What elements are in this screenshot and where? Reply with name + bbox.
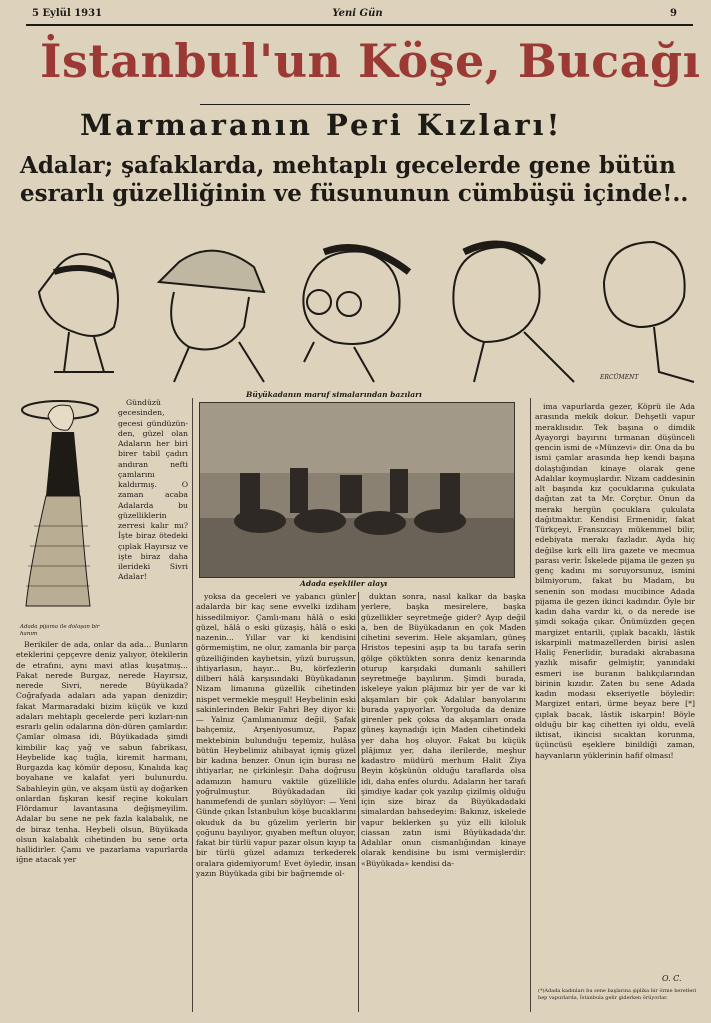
column-divider bbox=[192, 398, 193, 1012]
article-paragraph: yoksa da geceleri ve yabancı günler adalarda bir kaç sene evvelki izdiham hissedilmiyor. Çamlı-manı hâlâ o eski güzel, hâlâ o eski güzaşiş, hâlâ o eski nazenin... Yıllar var ki kendisini görmemiştim, ne olur, zamanla bir parça güzelliğinden kaybetsin, yüzü buruşsun, ihtiyarlasın, hayır... Bu, körfezlerin dilberi hâlâ karşısındaki Büyükadanın Nizam limanına güzellik cihetinden nispet vermekle meşgul! Heybelinin eski sakinlerinden Bekir Fahri Bey diyor ki: — Yalnız Çamlımanımız değil, Şafak bahçemiz, Arşeniyosumuz, Papaz mektebinin bulunduğu tepemiz, hulâsa bütün Heybelimiz ahibayat içmiş güzel bir kadına benzer. Onun için burası ne ihtiyarlar, ne çirkinleşir. Daha doğrusu adamızın hamuru vaktile güzellikle yoğrulmuştur. Büyükadadan iki hanımefendi de şunları söylüyor: — Yeni Günde çıkan İstanbulun köşe bucaklarını okuduk da bu güzelim yerlerin bir çoğunu bayılıyor, gıyaben meftun oluyor, fakat bir türlü vapur pazar olsun kıyıp ta bir türlü güzel adamızı terkederek oralara gidemiyorum! Evet öyledir, insan yazın Büyükada gibi bir bağrıemde ol- bbox=[196, 592, 356, 878]
caricatures-illustration bbox=[14, 232, 700, 390]
woman-illustration bbox=[18, 396, 114, 620]
footnote: (*)Adada kadınları bu sene başlarına şiplika bir örme beretleri hep vapurlarda, İstanbula gelir giderken örüyorlar. bbox=[538, 988, 697, 1001]
article-paragraph: Gündüzü gecesinden, gecesi gündüzün-den, güzel olan Adaların her biri birer tabil çadırı andıran nefti çamlarını kaldırmış. O zaman acaba Adalarda bu güzelliklerin zerresi kalır mı? İşte biraz ötedeki çıplak Hayırsız ve işte biraz daha ilerideki Sivri Adalar! bbox=[118, 398, 188, 582]
deck-headline: Adalar; şafaklarda, mehtaplı gecelerde gene bütün esrarlı güzelliğinin ve füsununun cümbüşü içinde!.. bbox=[20, 152, 689, 207]
main-headline: İstanbul'un Köşe, Bucağı bbox=[40, 34, 701, 88]
header-date: 5 Eylül 1931 bbox=[32, 8, 103, 19]
article-paragraph: Berikiler de ada, onlar da ada... Bunların eteklerini çepçevre deniz yalıyor, ötekilerin de etrafını, aynı mavi atlas kuşatmış... Fakat nerede Burgaz, nerede Hayırsız, nerede Sivri, nerede Büyükada? Coğrafyada adaları ada yapan denizdir; fakat Marmaradaki bizim küçük ve kızıl adaları mehtaplı gecelerde peri kızları-nın esrarlı gelin odalarına dön-düren çamlardır. Çamlar olmasa idi, Büyükadada şimdi kimbilir kaç yağ ve sabun fabrikası, Heybelide kaç tuğla, kiremit harmanı, Burgazda kaç kömür deposu, Kınalıda kaç boyahane ve kalafat yeri bulunurdu. Sabahleyin gün, ve akşam üstü ay doğarken onlardan fışkıran kesif reçine kokuları Flördamur lavantasına değişmeyilim. Adalar bu sene ne pek fazla kalabalık, ne de biraz tenha. Heybeli olsun, Büyükada olsun kalabalık cihetinden bu sene orta hallidirler. Çamı ve pazarlama vapurlarda iğne atacak yer bbox=[16, 640, 188, 865]
header-page-number: 9 bbox=[670, 8, 677, 19]
article-column-4 bbox=[535, 402, 695, 976]
article-paragraph: ima vapurlarda gezer, Köprü ile Ada arasında mekik dokur. Dehşetli vapur meraklısıdır. Tek başına o dimdik Ayayorgi bayırını tırmanan düşünceli gencin ismi de «Münzevi» dir. Ona da bu ismi çamlar arasında hep kendi başına dolaştığından kinaye olarak gene Adalılar koymuşlardır. Nizam caddesinin alt başında kız çocuklarına çukulata dağıtan zat ta Mr. Corçtur. Onun da merakı hergün çocuklara çukulata dağıtmaktır. Kendisi Ermenidir, fakat Türkçeyi, Fransızcayı mükemmel bilir, edebiyata merakı fazladır. Ayda hiç değilse kırk elli lira gazete ve mecmua parası verir. İskelede pijama ile gezen şu genç kadını mı soruyorsunuz, ismini bilmiyorum, fakat bu Madam, bu senenin son modası mucibince Adada pijama ile gezen ikinci kadındır. Öyle bir kadın daha vardır ki, o da nerede ise şimdi sokağa çıkar. Önümüzden geçen margizet entarili, çıplak bacaklı, lâstik iskarpinli matmazellerden birisi aslen Haliç Fenerlidir, buradaki akrabasına yazlık misafir gelmiştir, yanındaki esmeri ise buranın balıkçılarından birinin kızıdır. Zaten bu sene Adada kadın modası ekseriyetle böyledir: Margizet entari, ürme beyaz bere [*] çıplak bacak, lâstik iskarpin! Böyle olduğu bir kaç cihetten iyi oldu, evelâ iktisat, ikincisi sıcaktan korunma, üçüncüsü eşeklere binildiği zaman, hayvanların yüklerinin hafif olması! bbox=[535, 402, 695, 760]
headline-divider bbox=[200, 104, 470, 105]
header-paper-name: Yeni Gün bbox=[332, 8, 383, 19]
caricature-4 bbox=[453, 244, 574, 382]
caricature-1 bbox=[39, 254, 118, 372]
donkey-procession-photo bbox=[199, 402, 515, 578]
sub-headline: Marmaranın Peri Kızları! bbox=[80, 108, 563, 142]
woman-caption: Adada pijama ile dolaşan bir hanım bbox=[20, 624, 100, 637]
article-column-2 bbox=[196, 592, 356, 1012]
article-paragraph: duktan sonra, nasıl kalkar da başka yerlere, başka mesirelere, başka güzellikler seyretmeğe gider? Ayıp değil a, ben de Büyükadanın en çok Maden cihetini severim. Hele akşamları, güneş Hristos tepesini aşıp ta bu tarafa serin gölge çöktükten sonra deniz kenarında oturup karşıdaki dumanlı sahilleri seyretmeğe bayılırım. Şimdi burada, iskeleye yakın plâjımız bir yer de var ki akşamları bir çok Adalılar banyolarını burada yapıyorlar. Yorgoluda da denize girenler pek çoksa da akşamları orada güneş kaynadığı için Maden cihetindeki yer daha hoş oluyor. Fakat bu küçük plâjımız yer, daha ilerilerde, meşhur kadastro müdürü merhum Halit Ziya Beyin köşkünün olduğu taraflarda olsa idi, daha enfes olurdu. Adaların her tarafı şimdiye kadar çok yazılıp çizilmiş olduğu için size biraz da Büyükadadaki simalardan bahsedeyim: Bakınız, iskelede vapur beklerken şu yüz elli kiloluk ciassan zatın ismi Büyükadada'dır. Adalılar onun cismanlığından kinaye olarak kendisine bu ismi vermişlerdir: «Büyükada» kendisi da- bbox=[361, 592, 526, 868]
article-column-3 bbox=[361, 592, 526, 1012]
caricature-3 bbox=[303, 248, 409, 383]
author-signoff: O. C. bbox=[662, 974, 682, 983]
caricatures-caption: Büyükadanın maruf simalarından bazıları bbox=[246, 390, 422, 399]
article-column-1-top bbox=[118, 398, 188, 638]
caricature-5 bbox=[604, 242, 694, 382]
header-rule bbox=[26, 24, 693, 26]
artist-signature: ERCÜMENT bbox=[600, 374, 639, 381]
caricature-2 bbox=[159, 251, 264, 382]
column-divider bbox=[530, 398, 531, 1012]
article-column-1 bbox=[16, 640, 188, 1012]
photo-image bbox=[200, 403, 514, 577]
page-header bbox=[24, 8, 691, 24]
column-divider bbox=[358, 592, 359, 1012]
photo-caption: Adada eşekliler alayı bbox=[300, 579, 388, 588]
